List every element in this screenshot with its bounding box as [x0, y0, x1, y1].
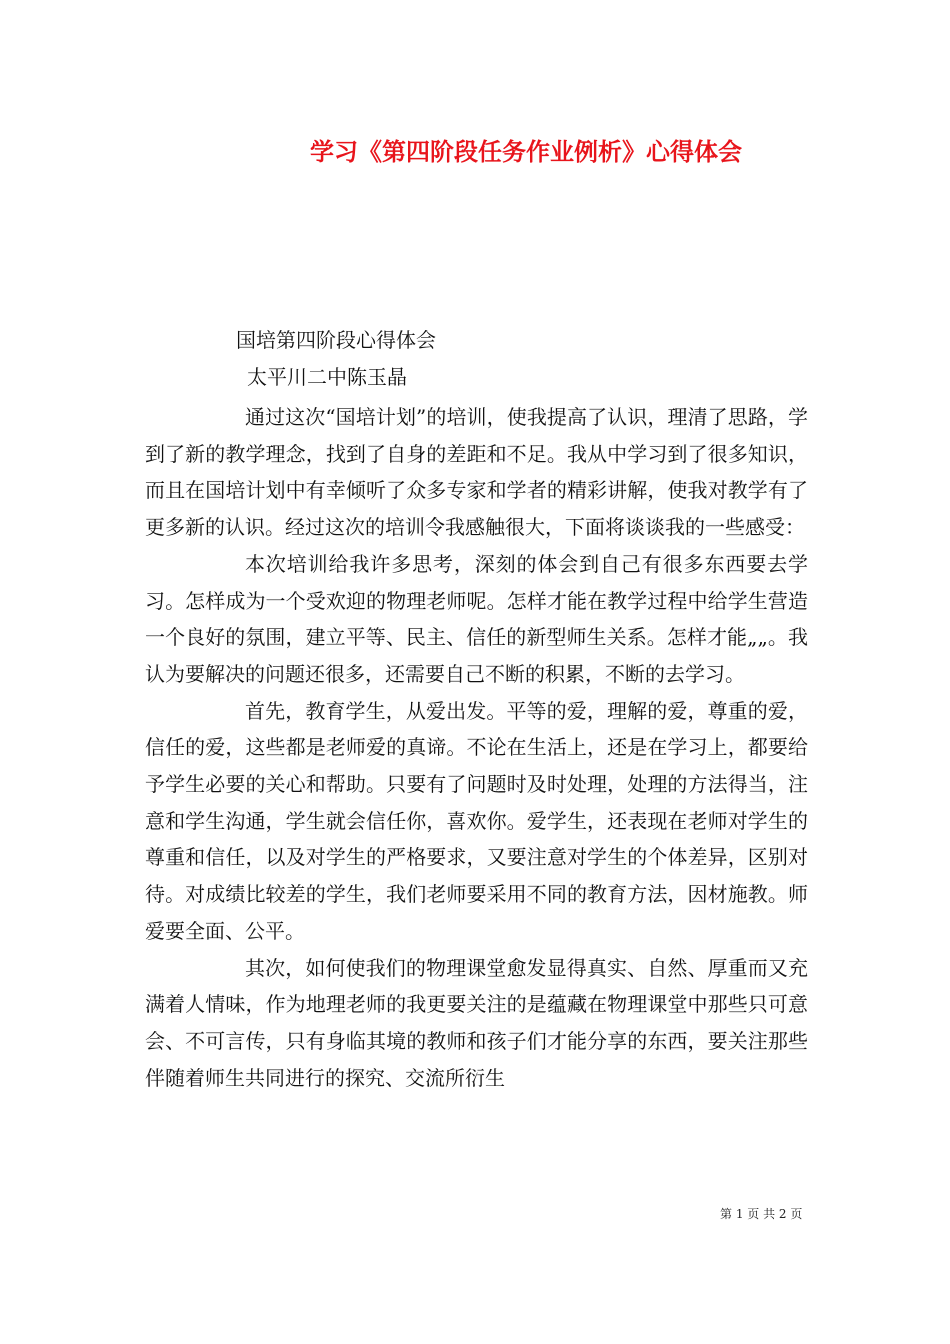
document-title: 学习《第四阶段任务作业例析》心得体会: [310, 137, 742, 166]
title-area: [0, 0, 950, 200]
paragraph: 通过这次“国培计划”的培训，使我提高了认识，理清了思路，学到了新的教学理念，找到了自身的差距和不足。我从中学习到了很多知识，而且在国培计划中有幸倾听了众多专家和学者的精彩讲解，使我对教学有了更多新的认识。经过这次的培训令我感触很大，下面将谈谈我的一些感受：: [145, 405, 808, 540]
paragraph: 其次，如何使我们的物理课堂愈发显得真实、自然、厚重而又充满着人情味，作为地理老师的我更要关注的是蕴藏在物理课堂中那些只可意会、不可言传，只有身临其境的教师和孩子们才能分享的东西，要关注那些伴随着师生共同进行的探究、交流所衍生: [145, 955, 808, 1090]
document-body: [145, 399, 808, 1096]
document-subtitle: 国培第四阶段心得体会: [236, 328, 436, 352]
author-line: 太平川二中陈玉晶: [247, 365, 407, 389]
page-number-footer: 第 1 页 共 2 页: [720, 1207, 803, 1221]
paragraph: 本次培训给我许多思考，深刻的体会到自己有很多东西要去学习。怎样成为一个受欢迎的物理老师呢。怎样才能在教学过程中给学生营造一个良好的氛围，建立平等、民主、信任的新型师生关系。怎样才能„„。我认为要解决的问题还很多，还需要自己不断的积累，不断的去学习。: [145, 551, 808, 686]
paragraph: 首先，教育学生，从爱出发。平等的爱，理解的爱，尊重的爱，信任的爱，这些都是老师爱的真谛。不论在生活上，还是在学习上，都要给予学生必要的关心和帮助。只要有了问题时及时处理，处理的方法得当，注意和学生沟通，学生就会信任你，喜欢你。爱学生，还表现在老师对学生的尊重和信任，以及对学生的严格要求，又要注意对学生的个体差异，区别对待。对成绩比较差的学生，我们老师要采用不同的教育方法，因材施教。师爱要全面、公平。: [145, 698, 808, 943]
